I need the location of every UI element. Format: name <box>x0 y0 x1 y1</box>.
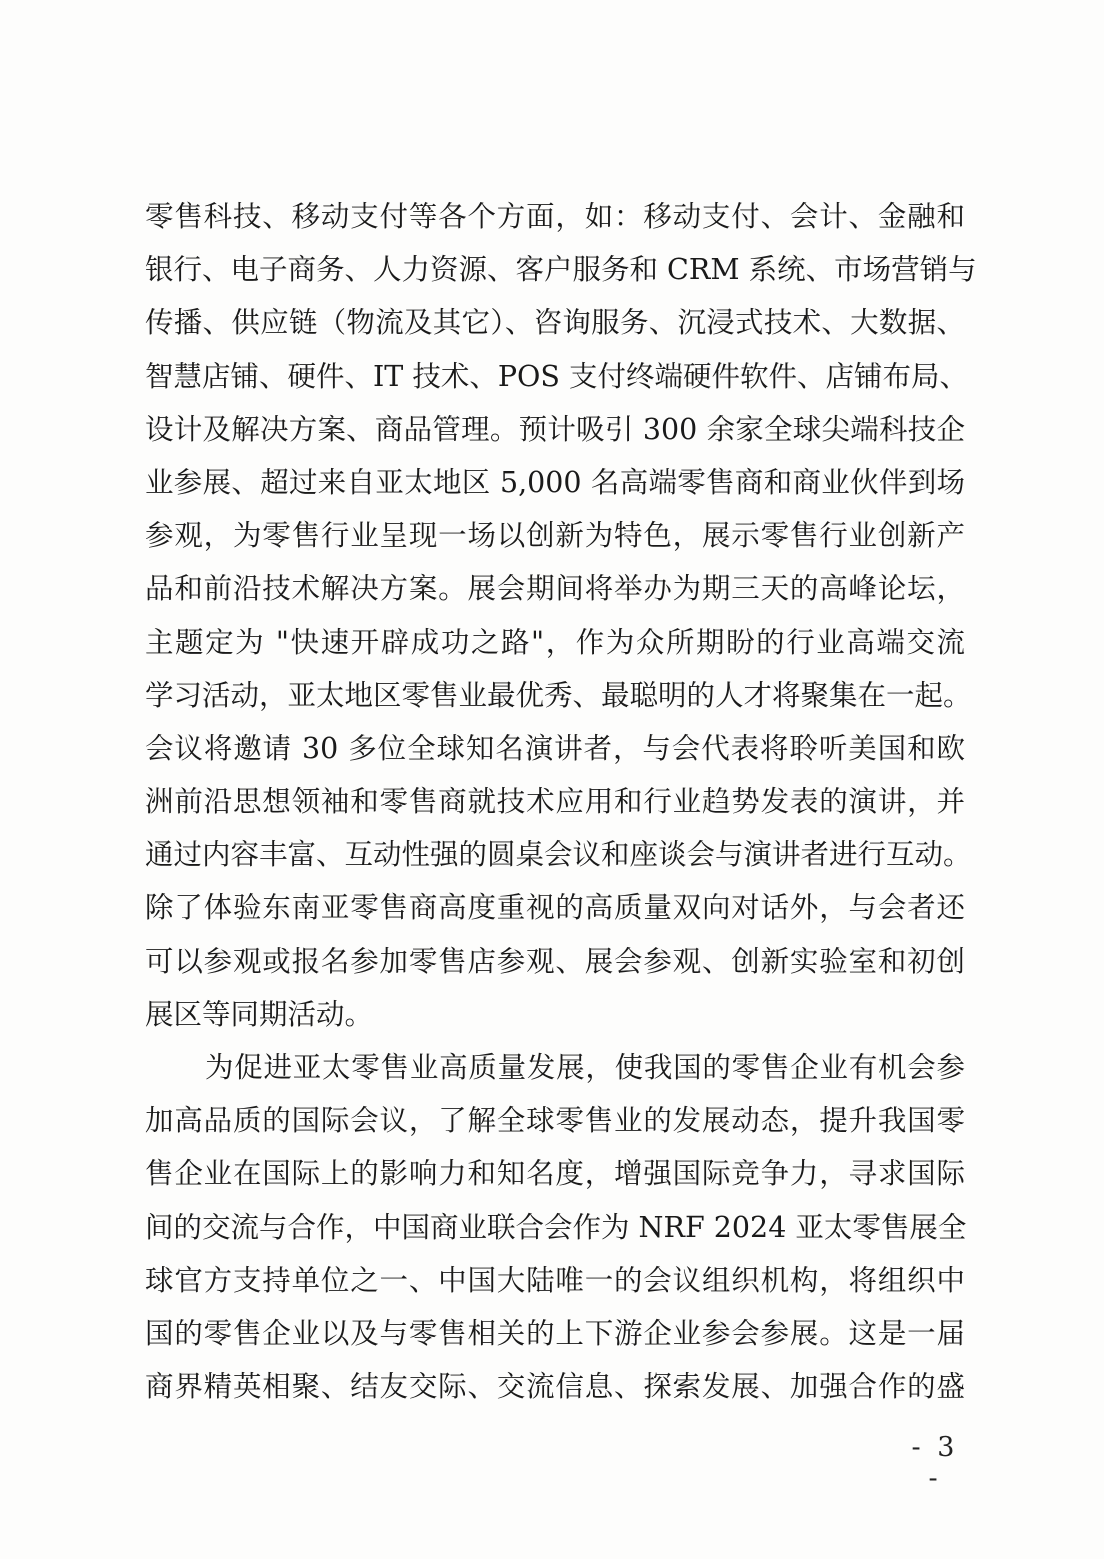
text-line: 售企业在国际上的影响力和知名度，增强国际竞争力，寻求国际 <box>145 1157 965 1191</box>
text-line: 展区等同期活动。 <box>145 997 374 1031</box>
text-line: 会议将邀请 30 多位全球知名演讲者，与会代表将聆听美国和欧 <box>145 731 965 765</box>
text-line: 可以参观或报名参加零售店参观、展会参观、创新实验室和初创 <box>145 944 965 978</box>
text-line: 商界精英相聚、结友交际、交流信息、探索发展、加强合作的盛 <box>145 1370 965 1404</box>
text-line: 通过内容丰富、互动性强的圆桌会议和座谈会与演讲者进行互动。 <box>145 838 972 872</box>
text-line: 零售科技、移动支付等各个方面，如：移动支付、会计、金融和 <box>145 200 965 233</box>
page-number: - 3 - <box>911 1432 959 1494</box>
text-line: 学习活动，亚太地区零售业最优秀、最聪明的人才将聚集在一起。 <box>145 678 972 712</box>
text-line: 国的零售企业以及与零售相关的上下游企业参会参展。这是一届 <box>145 1316 965 1350</box>
paragraph-first-line: 为促进亚太零售业高质量发展，使我国的零售企业有机会参 <box>205 1051 965 1084</box>
text-line: 银行、电子商务、人力资源、客户服务和 CRM 系统、市场营销与 <box>145 253 977 287</box>
text-line: 主题定为 "快速开辟成功之路"，作为众所期盼的行业高端交流 <box>145 625 965 659</box>
text-line: 传播、供应链（物流及其它）、咨询服务、沉浸式技术、大数据、 <box>145 306 965 340</box>
text-line: 品和前沿技术解决方案。展会期间将举办为期三天的高峰论坛， <box>145 572 965 606</box>
text-line: 参观，为零售行业呈现一场以创新为特色，展示零售行业创新产 <box>145 519 965 553</box>
text-line: 加高品质的国际会议，了解全球零售业的发展动态，提升我国零 <box>145 1104 965 1138</box>
body-text <box>145 190 977 1413</box>
text-line: 球官方支持单位之一、中国大陆唯一的会议组织机构，将组织中 <box>145 1263 965 1297</box>
text-line: 智慧店铺、硬件、IT 技术、POS 支付终端硬件软件、店铺布局、 <box>145 359 968 393</box>
text-line: 间的交流与合作，中国商业联合会作为 NRF 2024 亚太零售展全 <box>145 1210 967 1244</box>
text-line: 设计及解决方案、商品管理。预计吸引 300 余家全球尖端科技企 <box>145 412 965 446</box>
text-line: 除了体验东南亚零售商高度重视的高质量双向对话外，与会者还 <box>145 891 965 925</box>
text-line: 业参展、超过来自亚太地区 5,000 名高端零售商和商业伙伴到场 <box>145 465 965 499</box>
text-line: 洲前沿思想领袖和零售商就技术应用和行业趋势发表的演讲，并 <box>145 785 965 819</box>
